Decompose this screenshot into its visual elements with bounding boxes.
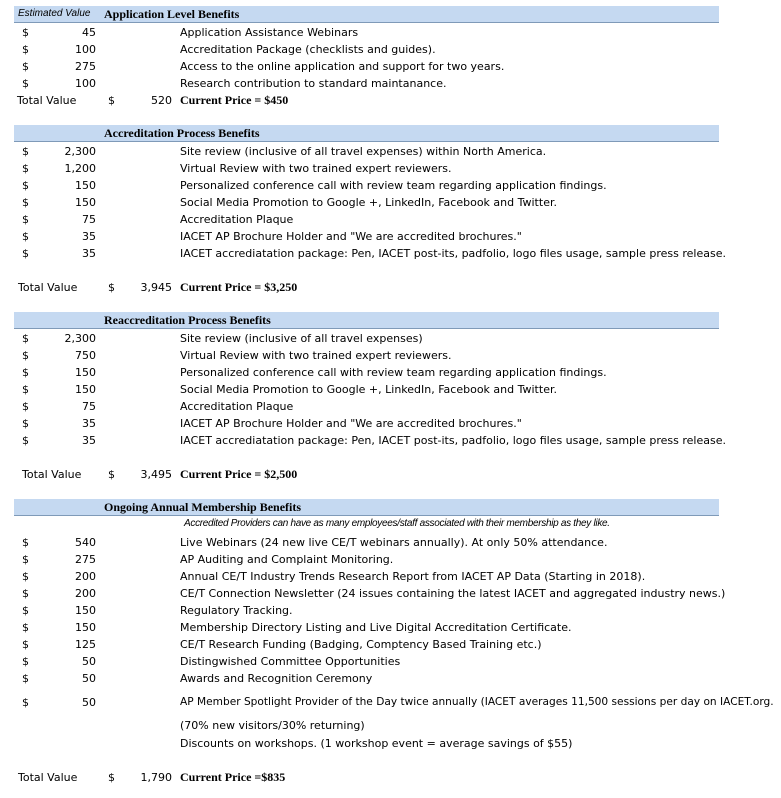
section-header-reaccreditation (14, 312, 719, 329)
benefit-row (0, 330, 781, 347)
total-label: Total Value (18, 281, 78, 294)
benefit-row (0, 619, 781, 636)
benefit-row (0, 653, 781, 670)
total-amount: 1,790 (140, 771, 172, 784)
benefit-description: CE/T Connection Newsletter (24 issues containing the latest IACET and aggregated industry news.) (180, 587, 726, 600)
benefit-description: IACET AP Brochure Holder and "We are accredited brochures." (180, 230, 522, 243)
currency-sign: $ (22, 587, 29, 600)
total-amount: 520 (151, 94, 172, 107)
benefit-row (0, 670, 781, 687)
benefit-description: Annual CE/T Industry Trends Research Report from IACET AP Data (Starting in 2018). (180, 570, 646, 583)
currency-sign: $ (22, 196, 29, 209)
currency-sign: $ (22, 400, 29, 413)
benefit-row (0, 568, 781, 585)
benefit-description: Social Media Promotion to Google +, LinkedIn, Facebook and Twitter. (180, 196, 557, 209)
benefit-amount: 750 (75, 349, 96, 362)
benefit-row (0, 177, 781, 194)
benefit-row (0, 58, 781, 75)
benefit-row (0, 381, 781, 398)
benefit-row (0, 160, 781, 177)
total-currency: $ (108, 468, 115, 481)
benefit-description: AP Member Spotlight Provider of the Day twice annually (IACET averages 11,500 sessions per day on IACET.org. (180, 696, 774, 708)
benefit-amount: 200 (75, 570, 96, 583)
currency-sign: $ (22, 638, 29, 651)
benefit-row (0, 143, 781, 160)
benefit-row (0, 534, 781, 551)
estimated-value-label: Estimated Value (18, 8, 91, 19)
benefit-row (0, 398, 781, 415)
benefit-row (0, 415, 781, 432)
benefit-amount: 2,300 (64, 332, 96, 345)
currency-sign: $ (22, 332, 29, 345)
section-header-application (14, 6, 719, 23)
total-row (0, 92, 781, 109)
current-price: Current Price = $3,250 (180, 280, 298, 294)
benefit-description: IACET accrediatation package: Pen, IACET post-its, padfolio, logo files usage, sample press release. (180, 247, 726, 260)
benefit-amount: 150 (75, 366, 96, 379)
benefit-description: Accreditation Plaque (180, 400, 294, 413)
benefit-amount: 50 (82, 672, 96, 685)
current-price: Current Price = $450 (180, 93, 289, 107)
benefit-row (0, 75, 781, 92)
currency-sign: $ (22, 655, 29, 668)
benefit-amount: 150 (75, 604, 96, 617)
currency-sign: $ (22, 672, 29, 685)
total-amount: 3,945 (140, 281, 172, 294)
currency-sign: $ (22, 696, 29, 709)
benefit-amount: 100 (75, 43, 96, 56)
benefit-description: Regulatory Tracking. (180, 604, 293, 617)
currency-sign: $ (22, 366, 29, 379)
benefit-amount: 100 (75, 77, 96, 90)
section-title: Accreditation Process Benefits (104, 126, 260, 140)
currency-sign: $ (22, 553, 29, 566)
benefit-amount: 35 (82, 417, 96, 430)
section-header-membership (14, 499, 719, 516)
benefit-description: IACET AP Brochure Holder and "We are accredited brochures." (180, 417, 522, 430)
section-title: Ongoing Annual Membership Benefits (104, 500, 302, 514)
benefit-amount: 45 (82, 26, 96, 39)
benefit-amount: 35 (82, 434, 96, 447)
membership-note: Accredited Providers can have as many employees/staff associated with their membership as they like. (184, 518, 610, 529)
benefit-amount: 1,200 (64, 162, 96, 175)
currency-sign: $ (22, 213, 29, 226)
total-currency: $ (108, 281, 115, 294)
section-title: Reaccreditation Process Benefits (104, 313, 271, 327)
currency-sign: $ (22, 230, 29, 243)
benefit-row (0, 432, 781, 449)
benefit-amount: 75 (82, 400, 96, 413)
benefit-description: Site review (inclusive of all travel expenses) (180, 332, 423, 345)
benefit-description: Application Assistance Webinars (180, 26, 359, 39)
currency-sign: $ (22, 349, 29, 362)
currency-sign: $ (22, 77, 29, 90)
benefit-description: Accreditation Package (checklists and guides). (180, 43, 436, 56)
benefit-description: Access to the online application and support for two years. (180, 60, 505, 73)
currency-sign: $ (22, 434, 29, 447)
benefit-row (0, 551, 781, 568)
currency-sign: $ (22, 43, 29, 56)
benefit-row (0, 636, 781, 653)
benefit-amount: 125 (75, 638, 96, 651)
benefit-amount: 50 (82, 696, 96, 709)
benefit-description: Accreditation Plaque (180, 213, 294, 226)
total-row (0, 466, 781, 483)
benefit-amount: 200 (75, 587, 96, 600)
benefit-amount: 50 (82, 655, 96, 668)
current-price: Current Price =$835 (180, 770, 286, 784)
benefit-row (0, 41, 781, 58)
benefit-row (0, 211, 781, 228)
currency-sign: $ (22, 247, 29, 260)
benefit-description: AP Auditing and Complaint Monitoring. (180, 553, 394, 566)
benefit-description: Social Media Promotion to Google +, LinkedIn, Facebook and Twitter. (180, 383, 557, 396)
currency-sign: $ (22, 604, 29, 617)
benefit-description: Site review (inclusive of all travel expenses) within North America. (180, 145, 547, 158)
benefit-row (0, 585, 781, 602)
section-title: Application Level Benefits (104, 7, 240, 21)
total-row (0, 279, 781, 296)
currency-sign: $ (22, 417, 29, 430)
currency-sign: $ (22, 621, 29, 634)
benefit-continuation: (70% new visitors/30% returning) (180, 719, 365, 732)
benefit-row (0, 694, 781, 711)
total-currency: $ (108, 94, 115, 107)
benefit-amount: 75 (82, 213, 96, 226)
currency-sign: $ (22, 162, 29, 175)
benefit-description: Live Webinars (24 new live CE/T webinars annually). At only 50% attendance. (180, 536, 608, 549)
total-currency: $ (108, 771, 115, 784)
benefit-description: Personalized conference call with review team regarding application findings. (180, 179, 607, 192)
benefit-description: Distingwished Committee Opportunities (180, 655, 401, 668)
benefit-amount: 150 (75, 621, 96, 634)
benefit-row (0, 347, 781, 364)
total-label: Total Value (17, 94, 77, 107)
benefit-amount: 35 (82, 230, 96, 243)
benefit-extra-line: Discounts on workshops. (1 workshop event = average savings of $55) (180, 737, 573, 750)
total-row (0, 769, 781, 786)
currency-sign: $ (22, 536, 29, 549)
total-label: Total Value (22, 468, 82, 481)
currency-sign: $ (22, 26, 29, 39)
benefit-description: Personalized conference call with review team regarding application findings. (180, 366, 607, 379)
currency-sign: $ (22, 570, 29, 583)
benefit-amount: 275 (75, 60, 96, 73)
benefit-description: Membership Directory Listing and Live Digital Accreditation Certificate. (180, 621, 572, 634)
benefit-amount: 150 (75, 196, 96, 209)
benefit-amount: 2,300 (64, 145, 96, 158)
benefit-row (0, 194, 781, 211)
benefit-amount: 150 (75, 383, 96, 396)
benefit-amount: 275 (75, 553, 96, 566)
benefit-description: Research contribution to standard maintanance. (180, 77, 447, 90)
benefit-amount: 35 (82, 247, 96, 260)
benefit-description: Virtual Review with two trained expert reviewers. (180, 162, 452, 175)
benefit-row (0, 602, 781, 619)
benefit-amount: 150 (75, 179, 96, 192)
benefit-amount: 540 (75, 536, 96, 549)
benefit-description: CE/T Research Funding (Badging, Comptency Based Training etc.) (180, 638, 542, 651)
benefit-row (0, 228, 781, 245)
benefit-row (0, 364, 781, 381)
total-amount: 3,495 (140, 468, 172, 481)
benefit-row (0, 24, 781, 41)
currency-sign: $ (22, 60, 29, 73)
current-price: Current Price = $2,500 (180, 467, 298, 481)
benefit-description: Virtual Review with two trained expert reviewers. (180, 349, 452, 362)
benefit-description: IACET accrediatation package: Pen, IACET post-its, padfolio, logo files usage, sample press release. (180, 434, 726, 447)
section-header-accreditation (14, 125, 719, 142)
currency-sign: $ (22, 145, 29, 158)
total-label: Total Value (18, 771, 78, 784)
currency-sign: $ (22, 383, 29, 396)
currency-sign: $ (22, 179, 29, 192)
benefit-row (0, 245, 781, 262)
benefit-description: Awards and Recognition Ceremony (180, 672, 373, 685)
